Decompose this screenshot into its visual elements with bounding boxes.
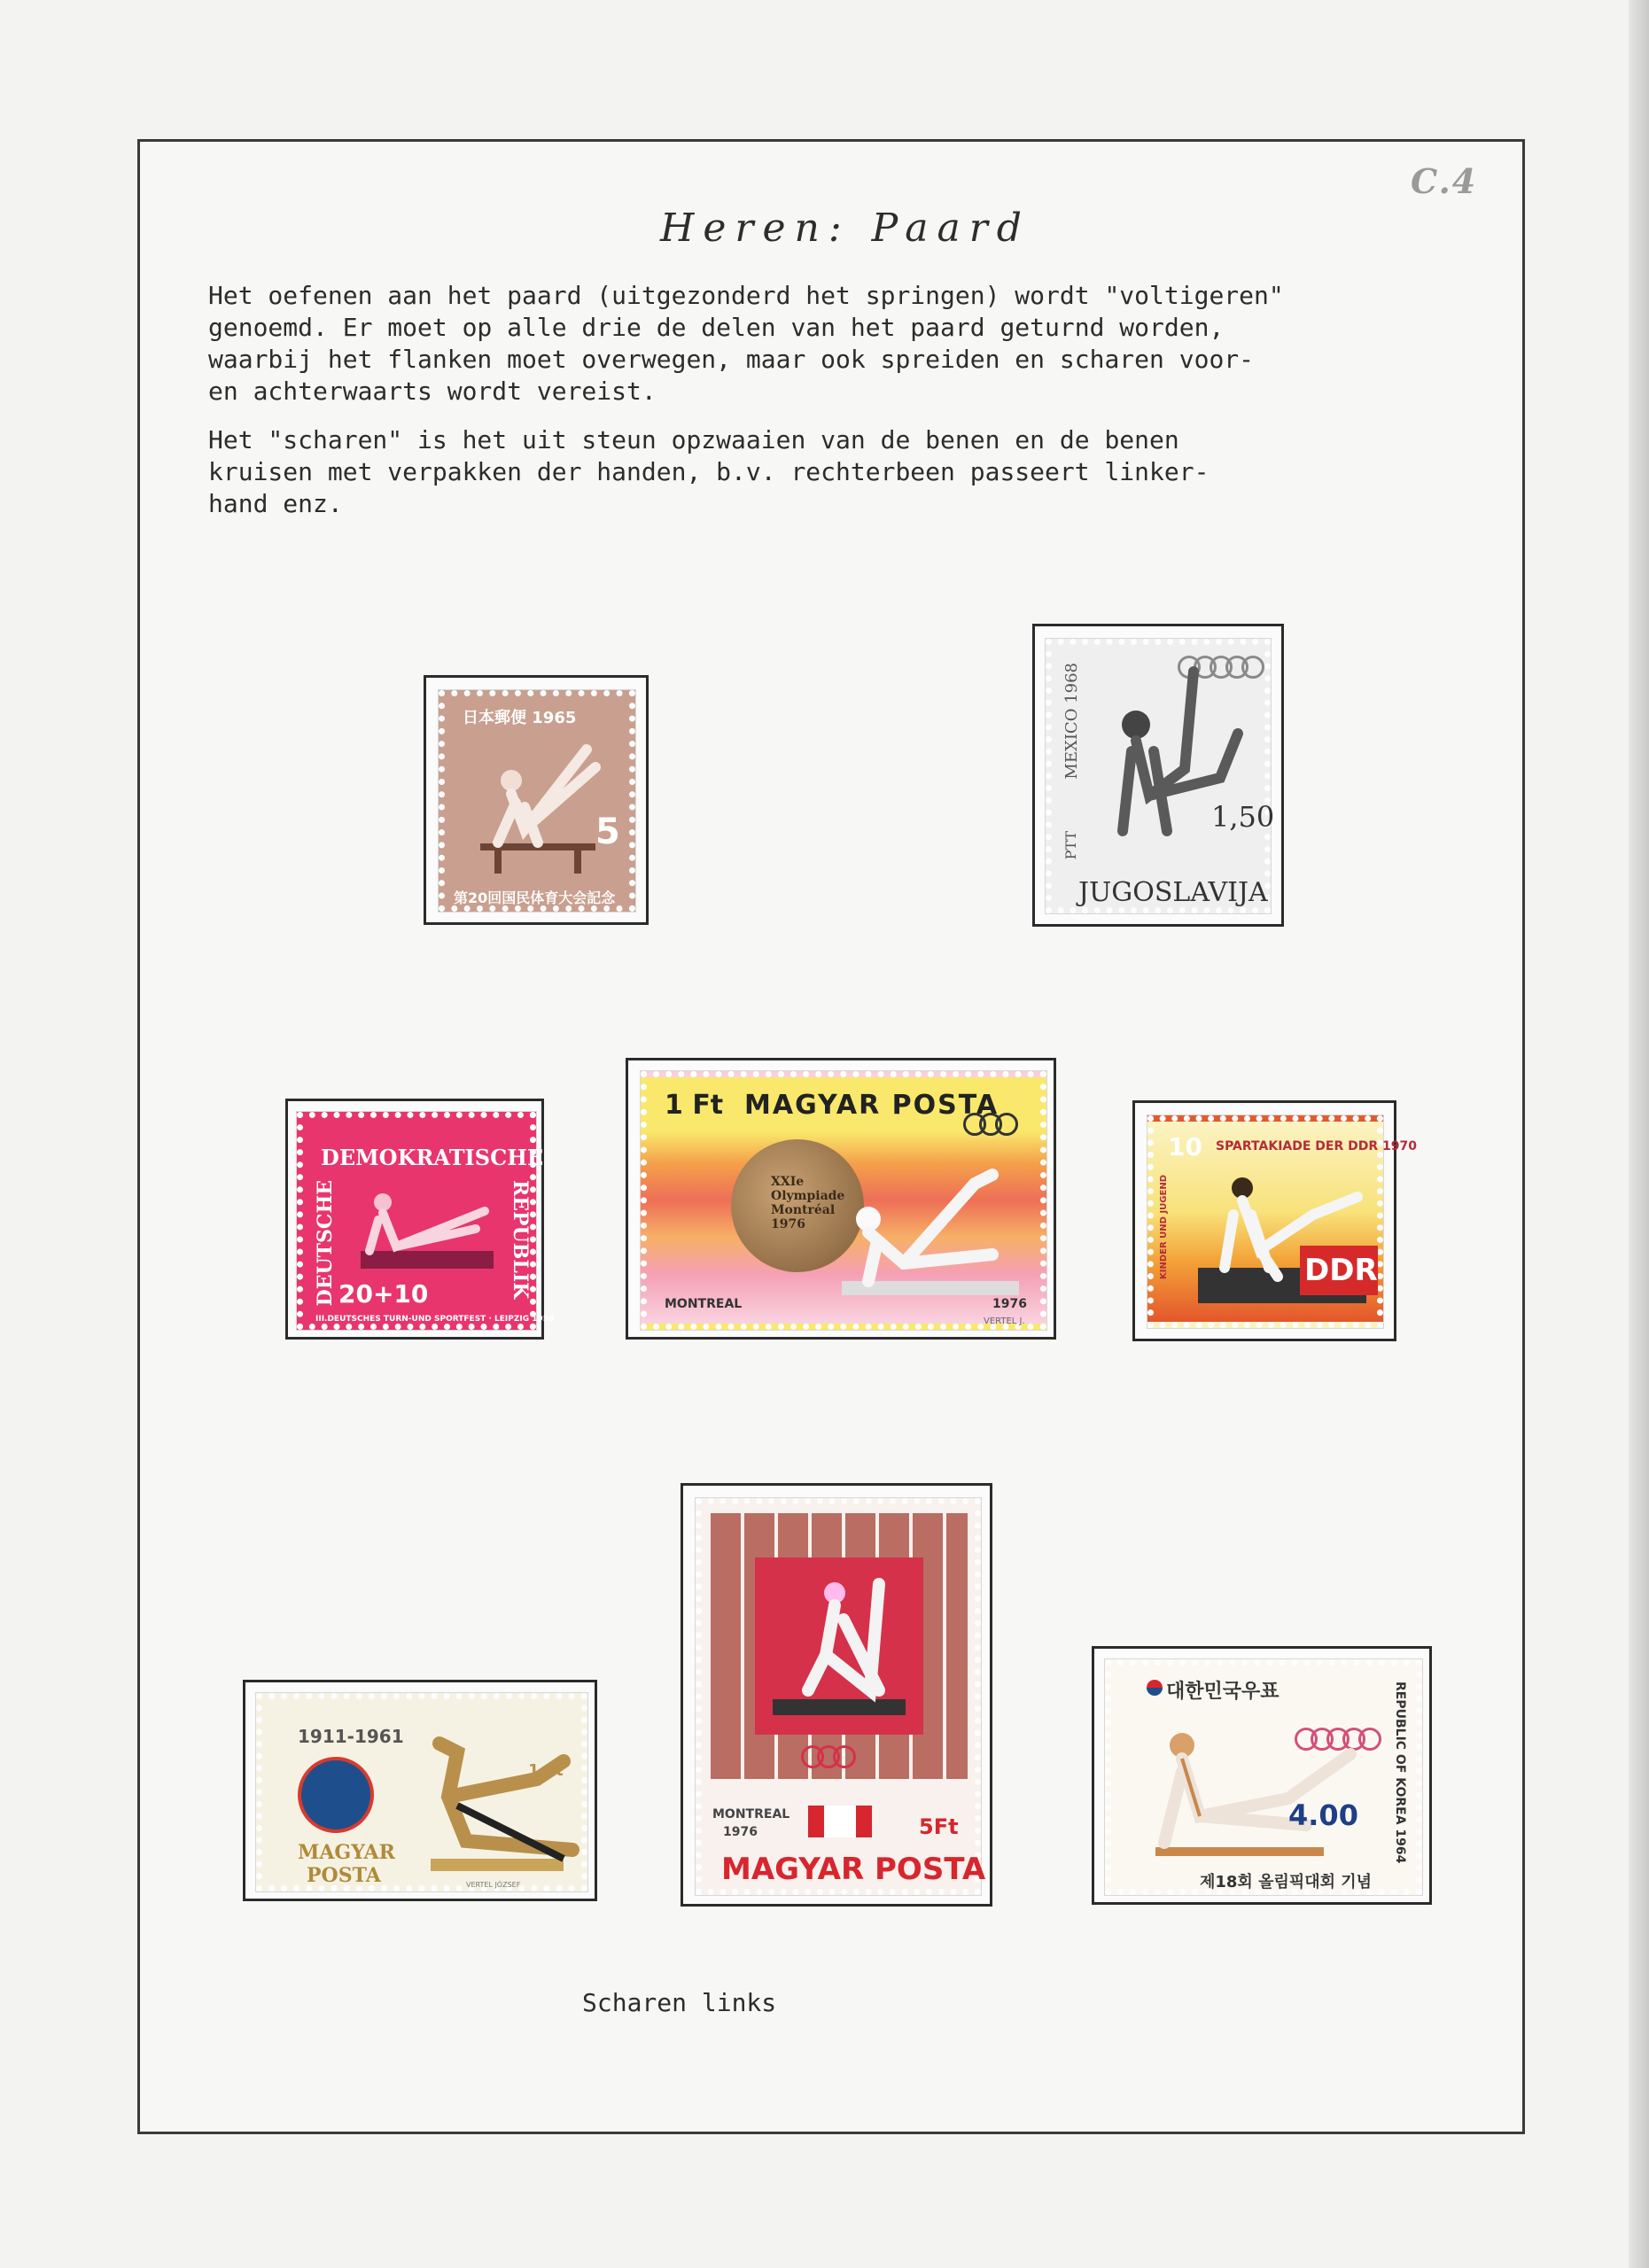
stamp-value: 4.00 <box>1288 1798 1358 1832</box>
stamp-footer: 第20回国民体育大会記念 <box>454 889 616 906</box>
stamp-mount-hungary-1961 <box>243 1680 597 1901</box>
stamp-country: JUGOSLAVIJA <box>1078 877 1268 908</box>
stamp-value: 5 <box>595 812 620 852</box>
stamp-value: 20+10 <box>338 1279 429 1309</box>
page-title: Heren: Paard <box>660 206 1031 251</box>
stamp-city: MONTREAL <box>712 1807 790 1821</box>
stamp-mount-ddr-1970 <box>1132 1100 1417 1341</box>
stamp-footer: III.DEUTSCHES TURN-UND SPORTFEST · LEIPZIG 1959 <box>315 1315 555 1324</box>
stamp-value: 5Ft <box>919 1814 959 1839</box>
stamp-year: 1976 <box>723 1825 758 1839</box>
page-edge-shadow <box>1629 0 1649 2268</box>
stamp-mount-japan <box>424 675 649 925</box>
intro-line: waarbij het flanken moet overwegen, maar ook spreiden en scharen voor- <box>208 345 1255 374</box>
stamp-top-text: DEMOKRATISCHE <box>321 1145 544 1170</box>
gymnast-pommel-horse-figure <box>824 1157 1037 1308</box>
stamp-hungary-montreal-5ft <box>696 1498 986 1895</box>
stamp-mount-korea <box>1092 1646 1432 1905</box>
canada-flag-icon <box>808 1806 872 1837</box>
stamp-hungary-1961 <box>256 1693 587 1891</box>
gymnast-pommel-horse-figure <box>1129 1701 1368 1869</box>
stamp-value: 10 <box>1168 1132 1202 1161</box>
scharen-line: hand enz. <box>208 489 343 518</box>
stamp-mount-hungary-montreal <box>681 1483 992 1907</box>
scharen-line: kruisen met verpakken der handen, b.v. rechterbeen passeert linker- <box>208 457 1210 486</box>
gymnast-pommel-horse-figure <box>755 1566 923 1735</box>
stamp-mount-hungary-1976 <box>626 1058 1056 1340</box>
club-emblem-icon <box>298 1757 374 1833</box>
intro-line: genoemd. Er moet op alle drie de delen van het paard geturnd worden, <box>208 313 1225 342</box>
stamp-country: DDR <box>1304 1253 1378 1288</box>
stamp-designer: VERTEL JÓZSEF <box>466 1881 521 1889</box>
stamp-value: 1 Ft <box>528 1761 564 1780</box>
stamp-country: MAGYAR POSTA <box>744 1090 1000 1121</box>
stamp-japan-1965 <box>439 690 635 912</box>
scharen-paragraph <box>208 424 1484 520</box>
intro-paragraph <box>208 280 1484 408</box>
caption-scharen: Scharen links <box>582 1988 777 2017</box>
intro-line: en achterwaarts wordt vereist. <box>208 377 657 406</box>
stamp-mount-yugoslavia <box>1032 624 1284 927</box>
montreal-olympic-logo-icon <box>808 1745 856 1772</box>
scharen-line: Het "scharen" is het uit steun opzwaaien van de benen en de benen <box>208 425 1179 454</box>
stamp-side-text-ptt: PTT <box>1062 831 1079 860</box>
gymnast-pommel-horse-figure <box>404 1726 581 1885</box>
gymnast-pommel-horse-figure <box>343 1176 502 1291</box>
stamp-ddr-1959 <box>297 1112 555 1330</box>
stamp-country-line1: MAGYAR <box>298 1841 395 1864</box>
stamp-year: 1976 <box>992 1297 1027 1311</box>
stamp-left-text: DEUTSCHE <box>314 1180 337 1307</box>
montreal-olympic-logo-icon <box>970 1113 1018 1139</box>
stamp-header: 日本郵便 1965 <box>463 709 577 727</box>
intro-line: Het oefenen aan het paard (uitgezonderd het springen) wordt "voltigeren" <box>208 281 1284 310</box>
stamp-side-text: MEXICO 1968 <box>1062 663 1081 780</box>
stamp-country: MAGYAR POSTA <box>721 1852 986 1887</box>
gymnast-pommel-horse-figure <box>463 732 613 882</box>
stamp-header: SPARTAKIADE DER DDR 1970 <box>1216 1139 1417 1153</box>
stamp-yugoslavia-1968 <box>1046 639 1275 913</box>
stamp-right-text: REPUBLIK <box>509 1180 532 1300</box>
stamp-city: MONTREAL <box>665 1297 743 1311</box>
stamp-designer: VERTEL J. <box>984 1317 1025 1326</box>
stamp-footer: 제18회 올림픽대회 기념 <box>1200 1873 1373 1891</box>
stamp-mount-ddr-1959 <box>285 1099 555 1340</box>
stamp-side-text: REPUBLIC OF KOREA 1964 <box>1393 1682 1407 1864</box>
stamp-side-text: KINDER UND JUGEND <box>1159 1175 1169 1279</box>
medal-text: XXIe Olympiade Montréal 1976 <box>771 1175 845 1231</box>
stamp-ddr-1970 <box>1147 1115 1417 1328</box>
stamp-value: 1 Ft <box>665 1090 724 1121</box>
stamp-years: 1911-1961 <box>298 1726 404 1747</box>
stamp-header: 대한민국우표 <box>1166 1681 1280 1703</box>
taegeuk-icon <box>1147 1680 1163 1696</box>
stamp-hungary-1976-medal <box>641 1071 1046 1330</box>
stamp-korea-1964 <box>1105 1659 1422 1895</box>
gymnast-pommel-horse-figure <box>1087 654 1256 866</box>
page-code: C.4 <box>1411 161 1478 201</box>
stamp-country-line2: POSTA <box>307 1864 381 1887</box>
stamp-value: 1,50 <box>1211 800 1275 834</box>
